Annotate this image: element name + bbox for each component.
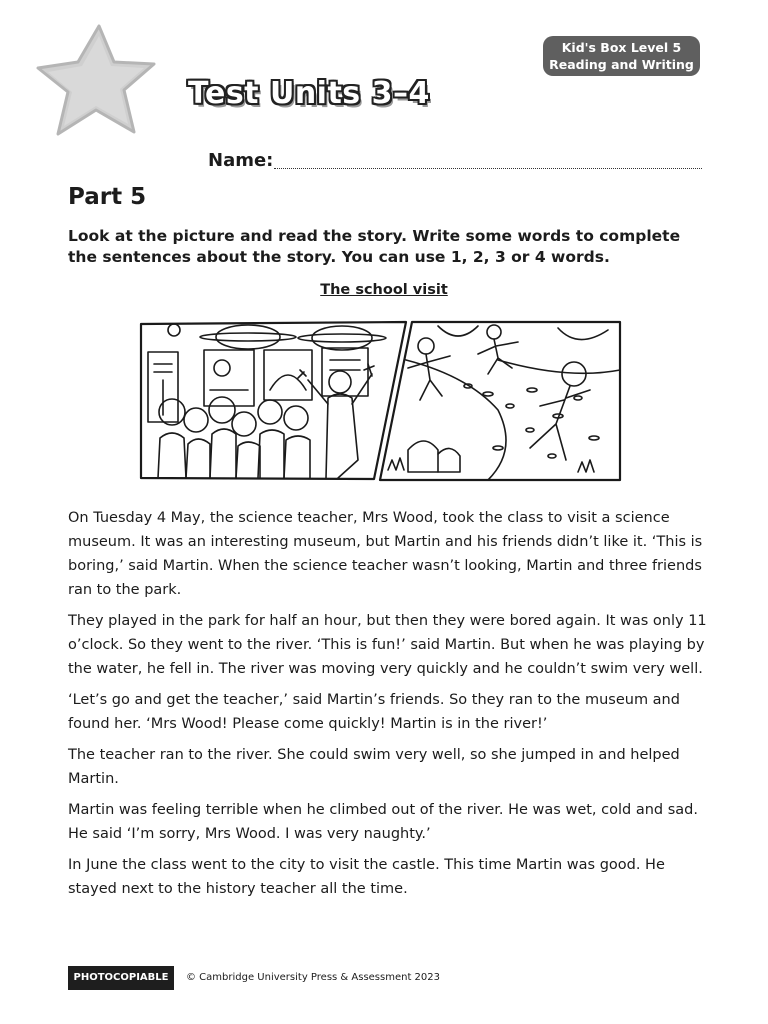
story-paragraph: Martin was feeling terrible when he climbed out of the river. He was wet, cold and sad. He said ‘I’m sorry, Mrs Wood. I was very naughty.’: [68, 802, 698, 842]
story-paragraph: The teacher ran to the river. She could swim very well, so she jumped in and helped Martin.: [68, 747, 680, 787]
part-heading: Part 5: [68, 184, 147, 210]
copyright-notice: © Cambridge University Press & Assessment 2023: [186, 972, 441, 983]
museum-scene: [141, 322, 406, 479]
story-paragraph: ‘Let’s go and get the teacher,’ said Martin’s friends. So they ran to the museum and found her. ‘Mrs Wood! Please come quickly! Martin is in the river!’: [68, 692, 680, 732]
star-icon: [34, 22, 160, 144]
badge-skill: Reading and Writing: [549, 57, 694, 72]
story-paragraph: On Tuesday 4 May, the science teacher, Mrs Wood, took the class to visit a science museum. It was an interesting museum, but Martin and his friends didn’t like it. ‘This is boring,’ said Martin. When the science teacher wasn’t looking, Martin and three friends ran to the park.: [68, 510, 703, 598]
story-title: The school visit: [320, 282, 448, 298]
name-write-line[interactable]: [274, 168, 702, 169]
story-illustration: [138, 320, 622, 482]
level-badge: [543, 36, 700, 76]
photocopiable-label: PHOTOCOPIABLE: [68, 966, 174, 990]
story-paragraph: In June the class went to the city to visit the castle. This time Martin was good. He stayed next to the history teacher all the time.: [68, 857, 665, 897]
name-label: Name:: [208, 150, 274, 171]
instructions: Look at the picture and read the story. Write some words to complete the sentences about the story. You can use 1, 2, 3 or 4 words.: [68, 227, 681, 266]
page-title: Test Units 3–4: [188, 76, 430, 111]
badge-level: Kid's Box Level 5: [561, 40, 682, 55]
story-paragraph: They played in the park for half an hour, but then they were bored again. It was only 11 o’clock. So they went to the river. ‘This is fun!’ said Martin. But when he was playing by the water, he fell in. The river was moving very quickly and he couldn’t swim very well.: [68, 613, 707, 677]
story-text: [68, 506, 708, 908]
river-scene: [380, 322, 620, 480]
name-field[interactable]: [208, 150, 702, 174]
